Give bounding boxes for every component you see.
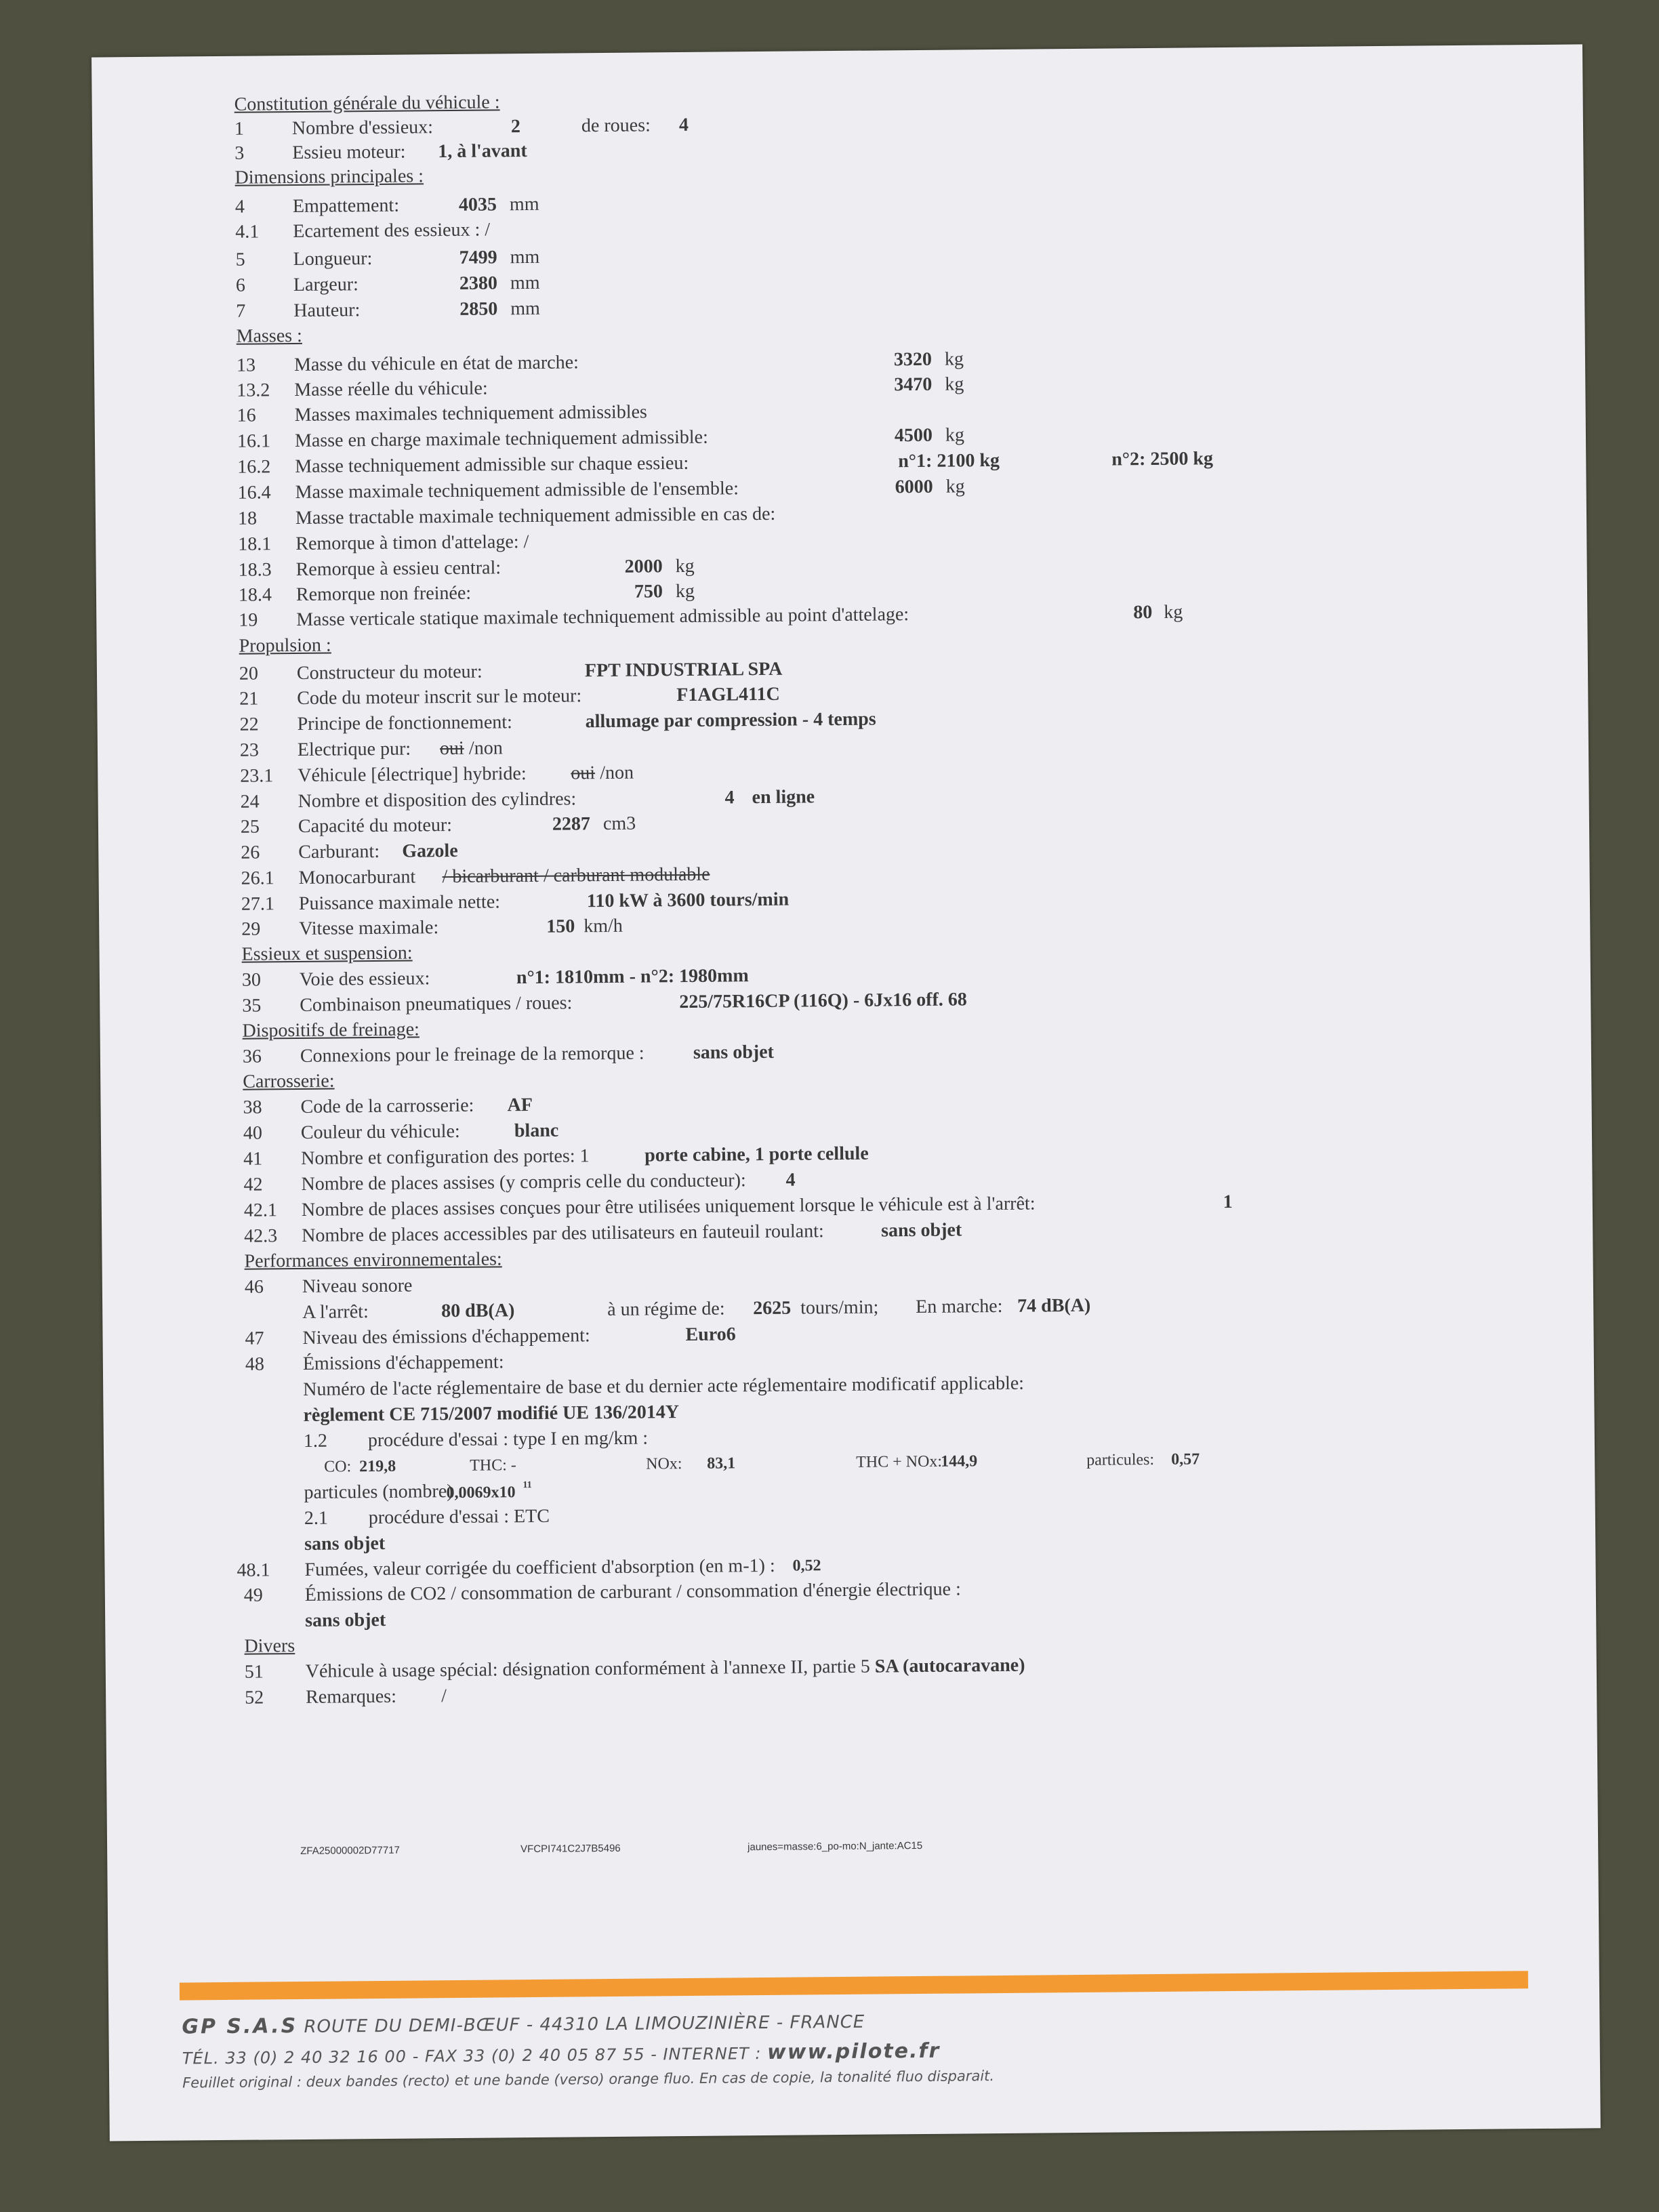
code-3: jaunes=masse:6_po-mo:N_jante:AC15 [747,1840,923,1853]
row-number: 5 [235,249,245,270]
row-label: Voie des essieux: [299,968,430,990]
row-label: Couleur du véhicule: [300,1120,460,1143]
row-unit: mm [510,246,540,268]
footer-address-line [182,2009,865,2039]
row-value: 4500 [894,424,933,447]
row-label: Masse verticale statique maximale techniquement admissible au point d'attelage: [296,604,909,630]
row-value-3: 74 dB(A) [1017,1294,1091,1317]
row-unit: kg [675,555,695,577]
section-title: Propulsion : [239,634,331,657]
row-label: Vitesse maximale: [299,917,439,939]
row-number: 48.1 [237,1559,270,1581]
row-unit: kg [944,348,964,370]
row-number: 18.1 [238,533,272,555]
struck-option: / bicarburant / carburant modulable [442,863,710,888]
row-value: 3470 [894,373,933,396]
row-value: 110 kW à 3600 tours/min [586,888,790,912]
row-number: 16 [237,405,256,426]
row-option: /non [600,762,634,784]
footer-note-text: Feuillet original : deux bandes (recto) et une bande (verso) orange fluo. En cas de copie, la tonalité fluo disparait. [182,2068,995,2091]
row-value: 7499 [459,247,497,268]
section-title: Performances environnementales: [244,1248,502,1272]
row-number: 30 [241,969,262,991]
row-number: 40 [243,1122,263,1144]
row-number: 25 [240,816,260,838]
row-label: Véhicule à usage spécial: désignation conformément à l'annexe II, partie 5 : [305,1656,880,1682]
particules-label: particules: [1086,1450,1155,1469]
row-label: Masse techniquement admissible sur chaque essieu: [295,452,689,478]
row-label: Empattement: [292,194,400,218]
row-number: 26 [241,842,260,863]
row-label: Essieu moteur: [292,141,406,164]
row-number: 46 [244,1276,264,1298]
row-number: 4 [234,196,245,218]
row-value: F1AGL411C [676,683,780,706]
row-number: 22 [239,714,259,735]
row-label: Remorque à timon d'attelage: / [295,531,529,554]
row-number: 42.3 [244,1225,278,1247]
co-label: CO: [324,1458,352,1476]
row-unit: mm [510,272,540,294]
row-value: 1 [1223,1191,1233,1213]
row-label: Connexions pour le freinage de la remorque : [300,1042,644,1067]
row-unit-2: tours/min; [800,1296,879,1319]
row-number: 35 [242,995,262,1017]
row-number: 49 [243,1584,263,1606]
section-title: Constitution générale du véhicule : [234,91,500,115]
row-value: 80 [1133,601,1153,623]
row-value: 80 dB(A) [441,1300,515,1322]
row-value: sans objet [693,1041,775,1063]
row-label: Longueur: [293,247,373,270]
row-value: SA (autocaravane) [874,1654,1025,1677]
row-number: 7 [236,300,246,322]
row-number: 18.3 [238,559,272,581]
row-value: Euro6 [685,1324,736,1346]
row-label-2: à un régime de: [607,1298,725,1321]
row-label: Véhicule [électrique] hybride: [298,763,527,786]
row-value: 2000 [624,556,663,577]
row-number: 4.1 [235,221,260,243]
section-title: Dispositifs de freinage: [242,1019,419,1042]
row-value: sans objet [881,1219,962,1242]
document-body [91,44,1601,2141]
row-unit: km/h [583,915,623,937]
row-label: Nombre de places assises conçues pour être utilisées uniquement lorsque le véhicule est à l'arrêt: [301,1193,1036,1221]
row-value: 1, à l'avant [438,140,527,163]
row-number: 26.1 [241,867,274,889]
row-label: Nombre d'essieux: [291,117,434,140]
reference-codes [107,1826,1598,1866]
row-label: Masse maximale techniquement admissible de l'ensemble: [295,478,739,503]
company-name: GP S.A.S [182,2014,298,2039]
row-label: Nombre de places assises (y compris celle du conducteur): [301,1170,746,1195]
row-label: Nombre de places accessibles par des utilisateurs en fauteuil roulant: [302,1221,824,1246]
row-label: Émissions de CO2 / consommation de carburant / consommation d'énergie électrique : [304,1578,961,1605]
row-label: Remorque non freinée: [295,582,472,605]
row-value: / [441,1685,447,1707]
row-option: /non [468,737,503,759]
thc-nox-value: 144,9 [941,1452,978,1471]
row-label-3: En marche: [916,1295,1003,1318]
nox-label: NOx: [646,1455,682,1473]
particules-value: 0,57 [1171,1450,1200,1469]
row-number: 36 [242,1046,262,1067]
row-label: Capacité du moteur: [298,815,453,837]
row-value: 4 [785,1169,796,1191]
document-sheet [91,44,1601,2141]
row-label: Monocarburant [298,866,416,888]
row-unit: mm [510,298,541,320]
row-exponent: 11 [523,1480,532,1491]
row-number: 6 [235,274,246,296]
row-label: Combinaison pneumatiques / roues: [300,992,573,1016]
row-value-2: n°2: 2500 kg [1111,448,1214,470]
row-label: Carburant: [298,840,380,863]
section-title: Carrosserie: [243,1070,335,1092]
row-label: Electrique pur: [297,738,411,760]
row-number: 13.2 [237,380,270,401]
orange-band [180,1971,1528,2000]
row-label: Émissions d'échappement: [302,1351,504,1374]
row-label: Principe de fonctionnement: [297,712,513,735]
row-value-2: en ligne [752,786,815,808]
row-value: 150 [546,916,575,937]
row-number: 21 [239,688,259,710]
company-contact: TÉL. 33 (0) 2 40 32 16 00 - FAX 33 (0) 2 40 05 87 55 - INTERNET : [182,2044,762,2068]
row-number: 41 [243,1148,263,1170]
row-value: 2850 [459,298,498,320]
row-number: 19 [239,609,258,631]
row-label: procédure d'essai : type I en mg/km : [367,1427,649,1452]
thc-nox-label: THC + NOx: [856,1452,943,1471]
row-value: sans objet [304,1532,386,1555]
row-unit: kg [945,424,965,446]
row-value: 3320 [893,348,933,371]
row-value: Gazole [402,840,458,862]
row-label: Masse réelle du véhicule: [294,377,488,401]
row-unit: mm [509,193,539,216]
row-unit: kg [675,580,695,602]
row-value: n°1: 2100 kg [898,449,1000,472]
row-value: 2 [510,116,521,138]
row-label: Masse tractable maximale techniquement admissible en cas de: [295,503,776,529]
row-number: 18 [237,508,258,529]
row-number: 18.4 [238,584,272,606]
row-label: Masses maximales techniquement admissibles [294,401,648,426]
row-label: Remarques: [306,1685,397,1708]
row-value: 2287 [552,813,591,835]
row-label: Niveau sonore [302,1275,413,1297]
row-label: A l'arrêt: [302,1301,369,1323]
struck-option: oui [571,762,596,784]
nox-value: 83,1 [707,1454,736,1473]
row-value: 4035 [458,194,497,216]
row-value: 4 [724,787,735,808]
row-label: Puissance maximale nette: [298,891,501,914]
row-number: 42 [243,1174,263,1195]
row-label: Largeur: [293,274,359,296]
row-label: Hauteur: [293,300,361,322]
code-1: ZFA25000002D77717 [300,1844,401,1858]
row-unit: cm3 [602,813,636,835]
row-number: 2.1 [304,1507,329,1529]
row-number: 23 [239,739,260,761]
row-label: Numéro de l'acte réglementaire de base et du dernier acte réglementaire modificatif applicable: [303,1372,1025,1400]
row-value: n°1: 1810mm - n°2: 1980mm [516,965,749,989]
website-link[interactable]: www.pilote.fr [766,2039,941,2065]
row-label: Remorque à essieu central: [295,557,501,580]
row-number: 51 [244,1661,264,1683]
company-address: ROUTE DU DEMI-BŒUF - 44310 LA LIMOUZINIÈRE - FRANCE [304,2011,865,2037]
row-label: Masse en charge maximale techniquement admissible: [294,426,708,452]
row-label: Ecartement des essieux : / [293,219,491,243]
row-label: Fumées, valeur corrigée du coefficient d'absorption (en m-1) : [304,1555,775,1580]
row-value: 6000 [895,476,933,498]
row-unit: kg [945,373,964,395]
row-label: Code de la carrosserie: [300,1094,474,1118]
row-value: 0,0069x10 [446,1483,516,1502]
row-label: Nombre et disposition des cylindres: [298,788,577,812]
code-2: VFCPI741C2J7B5496 [520,1842,621,1856]
row-label: Constructeur du moteur: [296,661,483,684]
section-title: Divers [244,1635,295,1657]
row-value-2: 4 [678,114,689,136]
row-number: 24 [240,791,260,813]
row-number: 1 [234,118,245,140]
row-label: procédure d'essai : ETC [368,1505,550,1529]
row-number: 3 [234,142,245,164]
row-label: Nombre et configuration des portes: 1 [301,1145,590,1169]
footer-note [182,2068,994,2091]
row-label: particules (nombre) : [304,1480,464,1503]
row-number: 13 [236,354,256,376]
footer-contact-line [182,2039,941,2070]
row-value: 225/75R16CP (116Q) - 6Jx16 off. 68 [679,989,967,1013]
row-number: 16.2 [237,456,271,478]
row-value: porte cabine, 1 porte cellule [644,1143,869,1166]
row-number: 48 [245,1353,265,1375]
row-value: allumage par compression - 4 temps [585,708,876,733]
co-value: 219,8 [359,1457,396,1476]
row-number: 42.1 [243,1200,278,1221]
row-number: 23.1 [240,765,274,787]
row-value: AF [507,1094,533,1116]
row-label: Niveau des émissions d'échappement: [302,1325,590,1349]
row-label: Code du moteur inscrit sur le moteur: [297,685,582,709]
row-value: règlement CE 715/2007 modifié UE 136/2014Y [303,1401,680,1426]
section-title: Essieux et suspension: [241,942,413,965]
struck-option: oui [439,737,464,760]
section-title: Masses : [236,325,303,347]
row-value: FPT INDUSTRIAL SPA [584,658,783,682]
row-number: 20 [239,663,259,684]
row-number: 29 [241,918,261,940]
row-value: 2380 [459,272,498,294]
row-value-2: 2625 [753,1297,792,1319]
row-unit: kg [1164,601,1183,623]
row-unit: kg [945,476,965,497]
row-value: blanc [514,1120,559,1142]
row-number: 47 [245,1328,264,1349]
row-value: 0,52 [792,1557,821,1575]
row-value: 750 [634,581,663,602]
row-number: 52 [245,1687,264,1708]
row-label-2: de roues: [581,115,651,137]
row-number: 16.1 [237,430,271,452]
section-title: Dimensions principales : [234,165,424,188]
row-label: Masse du véhicule en état de marche: [293,352,579,376]
row-number: 38 [243,1097,262,1118]
row-number: 16.4 [237,482,271,504]
row-number: 1.2 [303,1430,328,1452]
row-value: sans objet [305,1609,386,1631]
thc-label: THC: - [470,1456,516,1475]
row-number: 27.1 [241,893,275,915]
